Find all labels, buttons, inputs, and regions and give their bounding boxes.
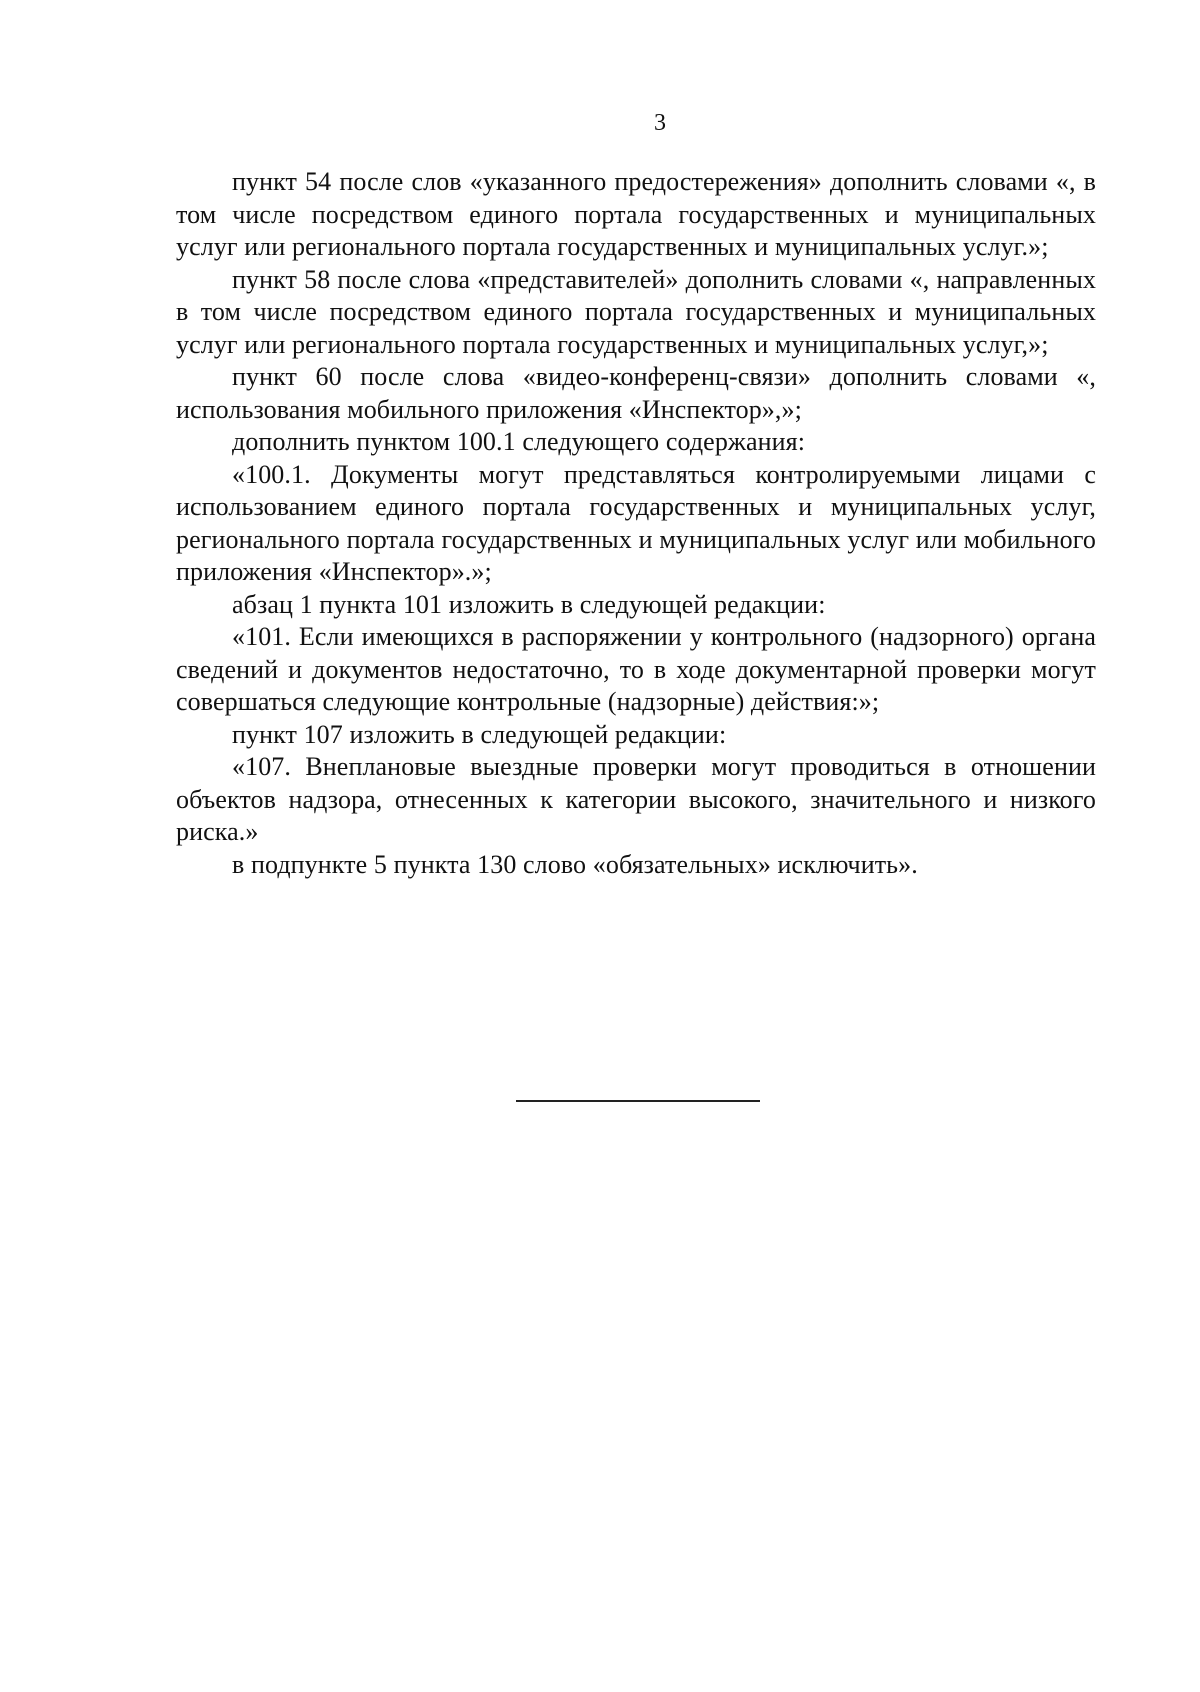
- paragraph-abzac-101: абзац 1 пункта 101 изложить в следующей редакции:: [232, 589, 826, 619]
- document-body: [176, 166, 1096, 881]
- page-number: 3: [654, 110, 666, 136]
- paragraph-text-101: «101. Если имеющихся в распоряжении у контрольного (надзорного) органа сведений и документов недостаточно, то в ходе документарной проверки могут совершаться следующие контрольные (надзорные) действия:»;: [176, 622, 1096, 716]
- paragraph-text-107: «107. Внеплановые выездные проверки могут проводиться в отношении объектов надзора, отнесенных к категории высокого, значительного и низкого риска.»: [176, 752, 1096, 846]
- paragraph-punkt-107: пункт 107 изложить в следующей редакции:: [232, 719, 727, 749]
- paragraph-punkt-60: пункт 60 после слова «видео-конференц-связи» дополнить словами «, использования мобильного приложения «Инспектор»,»;: [176, 362, 1096, 424]
- closing-separator-line: [516, 1100, 760, 1102]
- paragraph-add-100-1: дополнить пунктом 100.1 следующего содержания:: [232, 427, 806, 456]
- paragraph-punkt-58: пункт 58 после слова «представителей» дополнить словами «, направленных в том числе посредством единого портала государственных и муниципальных услуг или регионального портала государственных и муниципальных услуг,»;: [176, 264, 1096, 359]
- paragraph-punkt-130: в подпункте 5 пункта 130 слово «обязательных» исключить».: [232, 849, 918, 879]
- paragraph-punkt-54: пункт 54 после слов «указанного предостережения» дополнить словами «, в том числе посредством единого портала государственных и муниципальных услуг или регионального портала государственных и муниципальных услуг.»;: [176, 167, 1096, 261]
- paragraph-text-100-1: «100.1. Документы могут представляться контролируемыми лицами с использованием единого портала государственных и муниципальных услуг, регионального портала государственных и муниципальных услуг или мобильного приложения «Инспектор».»;: [176, 459, 1096, 586]
